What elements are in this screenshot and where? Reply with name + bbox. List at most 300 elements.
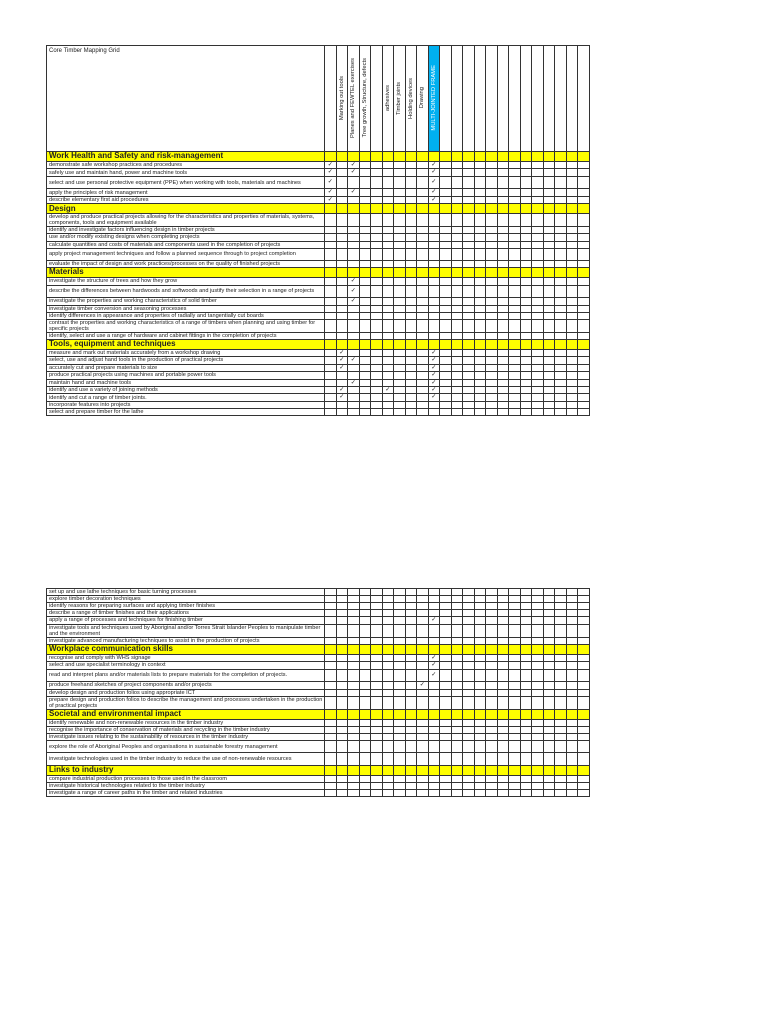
grid-cell — [451, 227, 463, 234]
grid-cell — [497, 204, 509, 214]
grid-cell — [371, 312, 383, 319]
grid-cell — [578, 319, 590, 332]
grid-cell — [371, 394, 383, 401]
grid-cell — [497, 696, 509, 709]
grid-cell — [394, 152, 406, 162]
grid-cell — [486, 765, 498, 775]
outcome-text: maintain hand and machine tools — [47, 379, 325, 386]
grid-cell — [474, 669, 486, 682]
grid-cell — [578, 261, 590, 268]
grid-cell — [394, 332, 406, 339]
grid-cell — [509, 726, 521, 733]
grid-cell — [497, 387, 509, 394]
grid-cell — [486, 339, 498, 349]
grid-cell — [543, 248, 555, 261]
grid-cell — [451, 726, 463, 733]
grid-cell — [578, 408, 590, 415]
grid-cell — [325, 372, 337, 379]
grid-cell — [463, 364, 475, 371]
grid-cell — [566, 268, 578, 278]
header-row — [47, 46, 590, 152]
grid-cell — [428, 589, 440, 596]
grid-cell — [497, 637, 509, 644]
grid-cell — [520, 319, 532, 332]
grid-cell — [325, 682, 337, 689]
grid-cell — [405, 162, 417, 169]
grid-cell — [359, 789, 371, 796]
grid-cell — [555, 227, 567, 234]
grid-cell — [509, 332, 521, 339]
grid-cell — [371, 689, 383, 696]
grid-cell — [440, 234, 452, 241]
grid-cell — [486, 662, 498, 669]
grid-cell — [428, 298, 440, 305]
grid-cell — [543, 644, 555, 654]
grid-cell — [428, 312, 440, 319]
grid-cell — [394, 372, 406, 379]
grid-cell — [451, 610, 463, 617]
grid-cell — [348, 709, 360, 719]
grid-cell — [394, 654, 406, 661]
grid-cell — [497, 241, 509, 248]
grid-cell — [440, 775, 452, 782]
grid-cell — [509, 719, 521, 726]
outcome-text: safely use and maintain hand, power and machine tools — [47, 169, 325, 176]
section-heading: Design — [47, 204, 325, 214]
grid-cell — [520, 305, 532, 312]
grid-cell — [555, 624, 567, 637]
grid-cell — [474, 654, 486, 661]
grid-cell — [405, 234, 417, 241]
grid-cell — [417, 305, 429, 312]
grid-cell — [417, 408, 429, 415]
grid-cell — [474, 189, 486, 196]
grid-cell — [428, 364, 440, 371]
outcome-text: set up and use lathe techniques for basic turning processes — [47, 589, 325, 596]
grid-cell — [382, 775, 394, 782]
grid-cell — [486, 298, 498, 305]
grid-cell — [359, 775, 371, 782]
grid-cell — [405, 682, 417, 689]
grid-cell — [509, 753, 521, 766]
grid-cell — [451, 589, 463, 596]
grid-cell — [543, 733, 555, 740]
grid-cell — [463, 339, 475, 349]
grid-cell — [440, 669, 452, 682]
grid-cell — [578, 357, 590, 364]
grid-cell — [497, 285, 509, 298]
grid-cell — [497, 248, 509, 261]
grid-cell — [405, 617, 417, 624]
grid-cell — [336, 662, 348, 669]
grid-cell — [440, 589, 452, 596]
grid-cell — [440, 169, 452, 176]
grid-cell — [405, 227, 417, 234]
grid-cell — [405, 719, 417, 726]
grid-cell — [428, 644, 440, 654]
grid-cell — [417, 603, 429, 610]
grid-cell — [394, 357, 406, 364]
grid-cell — [543, 339, 555, 349]
grid-cell — [359, 319, 371, 332]
grid-cell — [440, 624, 452, 637]
column-header — [325, 46, 337, 152]
grid-cell — [428, 278, 440, 285]
grid-cell — [543, 654, 555, 661]
grid-cell — [382, 339, 394, 349]
grid-cell — [566, 169, 578, 176]
grid-cell — [463, 669, 475, 682]
grid-cell — [382, 204, 394, 214]
grid-cell — [417, 617, 429, 624]
grid-cell — [394, 162, 406, 169]
grid-cell — [566, 227, 578, 234]
grid-cell — [359, 782, 371, 789]
grid-cell — [417, 227, 429, 234]
table-row — [47, 169, 590, 176]
grid-cell — [566, 740, 578, 753]
grid-cell — [497, 278, 509, 285]
grid-cell — [451, 387, 463, 394]
grid-cell — [543, 227, 555, 234]
grid-cell — [371, 241, 383, 248]
grid-cell — [440, 214, 452, 227]
table-row — [47, 319, 590, 332]
check-mark-icon: ✓ — [350, 169, 356, 176]
grid-cell — [532, 726, 544, 733]
grid-cell — [417, 644, 429, 654]
grid-cell — [474, 696, 486, 709]
grid-cell — [405, 669, 417, 682]
grid-cell — [520, 596, 532, 603]
table-row — [47, 782, 590, 789]
grid-cell — [451, 669, 463, 682]
grid-cell — [451, 349, 463, 356]
grid-cell — [325, 278, 337, 285]
grid-cell — [382, 709, 394, 719]
grid-cell — [463, 372, 475, 379]
grid-cell — [325, 349, 337, 356]
grid-cell — [497, 765, 509, 775]
column-header-label: Planes and FEWTEL exercises — [350, 57, 357, 138]
grid-cell — [543, 379, 555, 386]
grid-cell — [451, 617, 463, 624]
grid-cell — [520, 261, 532, 268]
grid-cell — [532, 357, 544, 364]
table-row — [47, 669, 590, 682]
grid-cell — [566, 305, 578, 312]
outcome-text: investigate advanced manufacturing techniques to assist in the production of projects — [47, 637, 325, 644]
grid-cell — [440, 204, 452, 214]
grid-cell — [543, 319, 555, 332]
grid-cell — [463, 617, 475, 624]
grid-cell — [428, 372, 440, 379]
grid-cell — [325, 305, 337, 312]
grid-cell — [394, 775, 406, 782]
grid-cell — [497, 394, 509, 401]
grid-cell — [405, 152, 417, 162]
grid-cell — [543, 214, 555, 227]
grid-cell — [555, 261, 567, 268]
grid-cell — [555, 162, 567, 169]
grid-cell — [417, 637, 429, 644]
grid-cell — [578, 753, 590, 766]
grid-cell — [382, 654, 394, 661]
grid-cell — [474, 364, 486, 371]
table-row — [47, 682, 590, 689]
grid-cell — [359, 227, 371, 234]
grid-cell — [543, 234, 555, 241]
grid-cell — [543, 682, 555, 689]
grid-cell — [417, 610, 429, 617]
grid-cell — [578, 339, 590, 349]
grid-cell — [520, 339, 532, 349]
grid-cell — [348, 733, 360, 740]
grid-cell — [486, 379, 498, 386]
grid-cell — [394, 319, 406, 332]
grid-cell — [451, 298, 463, 305]
grid-cell — [520, 696, 532, 709]
grid-cell — [371, 357, 383, 364]
outcome-text: recognise the importance of conservation of materials and recycling in the timber industry — [47, 726, 325, 733]
grid-cell — [509, 214, 521, 227]
grid-cell — [555, 775, 567, 782]
check-mark-icon: ✓ — [327, 196, 333, 203]
grid-cell — [348, 196, 360, 203]
grid-cell — [486, 357, 498, 364]
grid-cell — [509, 603, 521, 610]
grid-cell — [405, 637, 417, 644]
grid-cell — [417, 152, 429, 162]
grid-cell — [497, 312, 509, 319]
grid-cell — [509, 379, 521, 386]
grid-cell — [394, 394, 406, 401]
grid-cell — [405, 349, 417, 356]
grid-cell — [555, 617, 567, 624]
grid-cell — [532, 379, 544, 386]
column-header-label: adhesives — [384, 84, 391, 112]
check-mark-icon: ✓ — [327, 169, 333, 176]
grid-cell — [325, 357, 337, 364]
grid-cell — [359, 312, 371, 319]
grid-cell — [359, 339, 371, 349]
grid-cell — [371, 733, 383, 740]
grid-cell — [440, 740, 452, 753]
grid-cell — [497, 339, 509, 349]
grid-cell — [451, 603, 463, 610]
grid-cell — [325, 176, 337, 189]
grid-cell — [578, 637, 590, 644]
grid-cell — [520, 603, 532, 610]
grid-cell — [440, 379, 452, 386]
table-row — [47, 387, 590, 394]
grid-cell — [382, 305, 394, 312]
grid-cell — [428, 204, 440, 214]
grid-cell — [578, 305, 590, 312]
grid-cell — [428, 319, 440, 332]
grid-cell — [325, 589, 337, 596]
grid-cell — [520, 654, 532, 661]
table-row — [47, 408, 590, 415]
grid-cell — [520, 637, 532, 644]
grid-cell — [405, 339, 417, 349]
grid-cell — [451, 733, 463, 740]
grid-cell — [509, 278, 521, 285]
outcome-text: select and use specialist terminology in context — [47, 662, 325, 669]
grid-cell — [497, 401, 509, 408]
outcome-text: identify and investigate factors influencing design in timber projects — [47, 227, 325, 234]
grid-cell — [463, 298, 475, 305]
grid-cell — [394, 624, 406, 637]
grid-cell — [474, 285, 486, 298]
grid-cell — [405, 387, 417, 394]
grid-cell — [394, 176, 406, 189]
check-mark-icon: ✓ — [431, 387, 437, 393]
grid-cell — [497, 753, 509, 766]
grid-cell — [428, 624, 440, 637]
section-heading: Work Health and Safety and risk-management — [47, 152, 325, 162]
column-header — [417, 46, 429, 152]
outcome-text: develop and produce practical projects allowing for the characteristics and properties of materials, systems, components, tools and equipment available — [47, 214, 325, 227]
grid-cell — [451, 709, 463, 719]
grid-cell — [520, 394, 532, 401]
grid-cell — [497, 364, 509, 371]
grid-cell — [336, 689, 348, 696]
grid-cell — [359, 733, 371, 740]
grid-cell — [474, 298, 486, 305]
grid-cell — [543, 408, 555, 415]
grid-cell — [555, 319, 567, 332]
grid-cell — [497, 176, 509, 189]
column-header — [382, 46, 394, 152]
grid-cell — [394, 596, 406, 603]
grid-cell — [578, 394, 590, 401]
grid-cell — [336, 285, 348, 298]
grid-cell — [394, 261, 406, 268]
grid-cell — [474, 241, 486, 248]
grid-cell — [486, 637, 498, 644]
table-row — [47, 617, 590, 624]
grid-cell — [566, 401, 578, 408]
grid-cell — [405, 285, 417, 298]
grid-cell — [371, 589, 383, 596]
grid-cell — [371, 204, 383, 214]
grid-cell — [532, 152, 544, 162]
grid-cell — [348, 227, 360, 234]
grid-cell — [417, 775, 429, 782]
grid-cell — [336, 169, 348, 176]
grid-cell — [509, 305, 521, 312]
grid-cell — [440, 637, 452, 644]
outcome-text: compare industrial production processes to those used in the classroom — [47, 775, 325, 782]
outcome-text: select and use personal protective equipment (PPE) when working with tools, materials and machines — [47, 176, 325, 189]
grid-cell — [336, 268, 348, 278]
grid-cell — [359, 696, 371, 709]
grid-cell — [417, 248, 429, 261]
grid-cell — [520, 176, 532, 189]
grid-cell — [451, 196, 463, 203]
grid-cell — [451, 775, 463, 782]
grid-cell — [405, 603, 417, 610]
grid-cell — [486, 408, 498, 415]
table-row — [47, 662, 590, 669]
grid-cell — [555, 610, 567, 617]
grid-cell — [566, 775, 578, 782]
grid-cell — [578, 682, 590, 689]
grid-cell — [440, 285, 452, 298]
table-row — [47, 596, 590, 603]
grid-cell — [543, 305, 555, 312]
grid-cell — [359, 387, 371, 394]
grid-cell — [348, 379, 360, 386]
grid-cell — [486, 227, 498, 234]
grid-cell — [405, 644, 417, 654]
grid-cell — [474, 709, 486, 719]
grid-cell — [578, 669, 590, 682]
grid-cell — [394, 765, 406, 775]
column-header — [348, 46, 360, 152]
grid-cell — [509, 189, 521, 196]
grid-cell — [578, 227, 590, 234]
grid-cell — [417, 196, 429, 203]
grid-cell — [555, 644, 567, 654]
grid-cell — [359, 189, 371, 196]
grid-cell — [555, 268, 567, 278]
outcome-text: identify and use a variety of joining methods — [47, 387, 325, 394]
grid-cell — [520, 349, 532, 356]
grid-cell — [428, 169, 440, 176]
grid-cell — [509, 285, 521, 298]
grid-cell — [348, 669, 360, 682]
grid-cell — [325, 740, 337, 753]
grid-cell — [405, 740, 417, 753]
column-header-label: Timber joints — [396, 81, 403, 115]
grid-cell — [394, 753, 406, 766]
grid-cell — [394, 617, 406, 624]
section-row — [47, 709, 590, 719]
grid-cell — [428, 227, 440, 234]
grid-cell — [486, 669, 498, 682]
grid-cell — [428, 765, 440, 775]
grid-cell — [440, 689, 452, 696]
grid-cell — [555, 278, 567, 285]
grid-cell — [497, 349, 509, 356]
grid-cell — [451, 332, 463, 339]
grid-cell — [543, 261, 555, 268]
grid-cell — [336, 782, 348, 789]
grid-cell — [543, 782, 555, 789]
grid-cell — [336, 379, 348, 386]
grid-cell — [497, 603, 509, 610]
grid-cell — [417, 241, 429, 248]
grid-cell — [578, 162, 590, 169]
grid-cell — [463, 176, 475, 189]
grid-cell — [428, 789, 440, 796]
grid-cell — [325, 162, 337, 169]
grid-cell — [382, 312, 394, 319]
grid-cell — [474, 152, 486, 162]
grid-cell — [555, 379, 567, 386]
grid-cell — [520, 162, 532, 169]
grid-cell — [486, 204, 498, 214]
grid-cell — [520, 332, 532, 339]
grid-cell — [371, 408, 383, 415]
grid-cell — [555, 312, 567, 319]
table-row — [47, 372, 590, 379]
grid-cell — [520, 408, 532, 415]
grid-cell — [463, 740, 475, 753]
grid-cell — [336, 408, 348, 415]
